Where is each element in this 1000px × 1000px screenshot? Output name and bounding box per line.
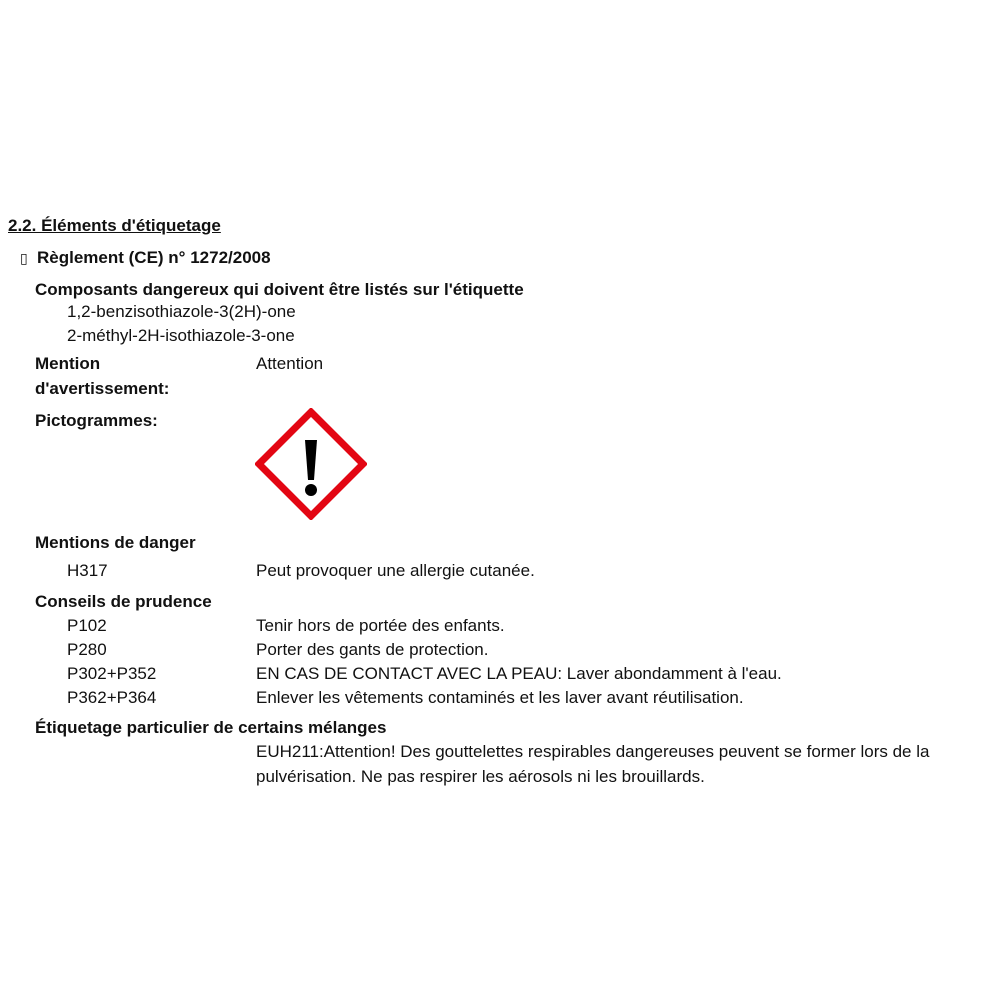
signal-word: Attention — [256, 354, 324, 373]
exclamation-dot — [305, 484, 317, 496]
special-labelling-heading: Étiquetage particulier de certains mélanges — [35, 718, 387, 737]
precaution-code: P102 — [67, 616, 107, 635]
document-glyph-icon: ▯ — [20, 250, 28, 266]
precaution-code: P302+P352 — [67, 664, 157, 683]
section-title: 2.2. Éléments d'étiquetage — [8, 216, 221, 235]
special-labelling-text: EUH211:Attention! Des gouttelettes respirables dangereuses peuvent se former lors de la pulvérisation. Ne pas respirer les aérosols ni les brouillards. — [256, 742, 930, 786]
component-item: 2-méthyl-2H-isothiazole-3-one — [67, 326, 295, 345]
precaution-code: P280 — [67, 640, 107, 659]
components-heading: Composants dangereux qui doivent être listés sur l'étiquette — [35, 280, 524, 299]
ghs07-exclamation-icon — [255, 408, 367, 520]
precaution-code: P362+P364 — [67, 688, 157, 707]
precaution-heading: Conseils de prudence — [35, 592, 212, 611]
hazard-heading: Mentions de danger — [35, 533, 196, 552]
pictograms-label: Pictogrammes: — [35, 411, 158, 430]
precaution-text: EN CAS DE CONTACT AVEC LA PEAU: Laver abondamment à l'eau. — [256, 664, 782, 683]
regulation-label: Règlement (CE) n° 1272/2008 — [37, 248, 271, 267]
hazard-code: H317 — [67, 561, 108, 580]
precaution-text: Tenir hors de portée des enfants. — [256, 616, 505, 635]
signal-label-line1: Mention — [35, 354, 101, 373]
component-item: 1,2-benzisothiazole-3(2H)-one — [67, 302, 296, 321]
signal-label-line2: d'avertissement: — [35, 379, 170, 398]
hazard-text: Peut provoquer une allergie cutanée. — [256, 561, 535, 580]
regulation-line — [20, 248, 271, 268]
precaution-text: Porter des gants de protection. — [256, 640, 489, 659]
precaution-text: Enlever les vêtements contaminés et les laver avant réutilisation. — [256, 688, 744, 707]
